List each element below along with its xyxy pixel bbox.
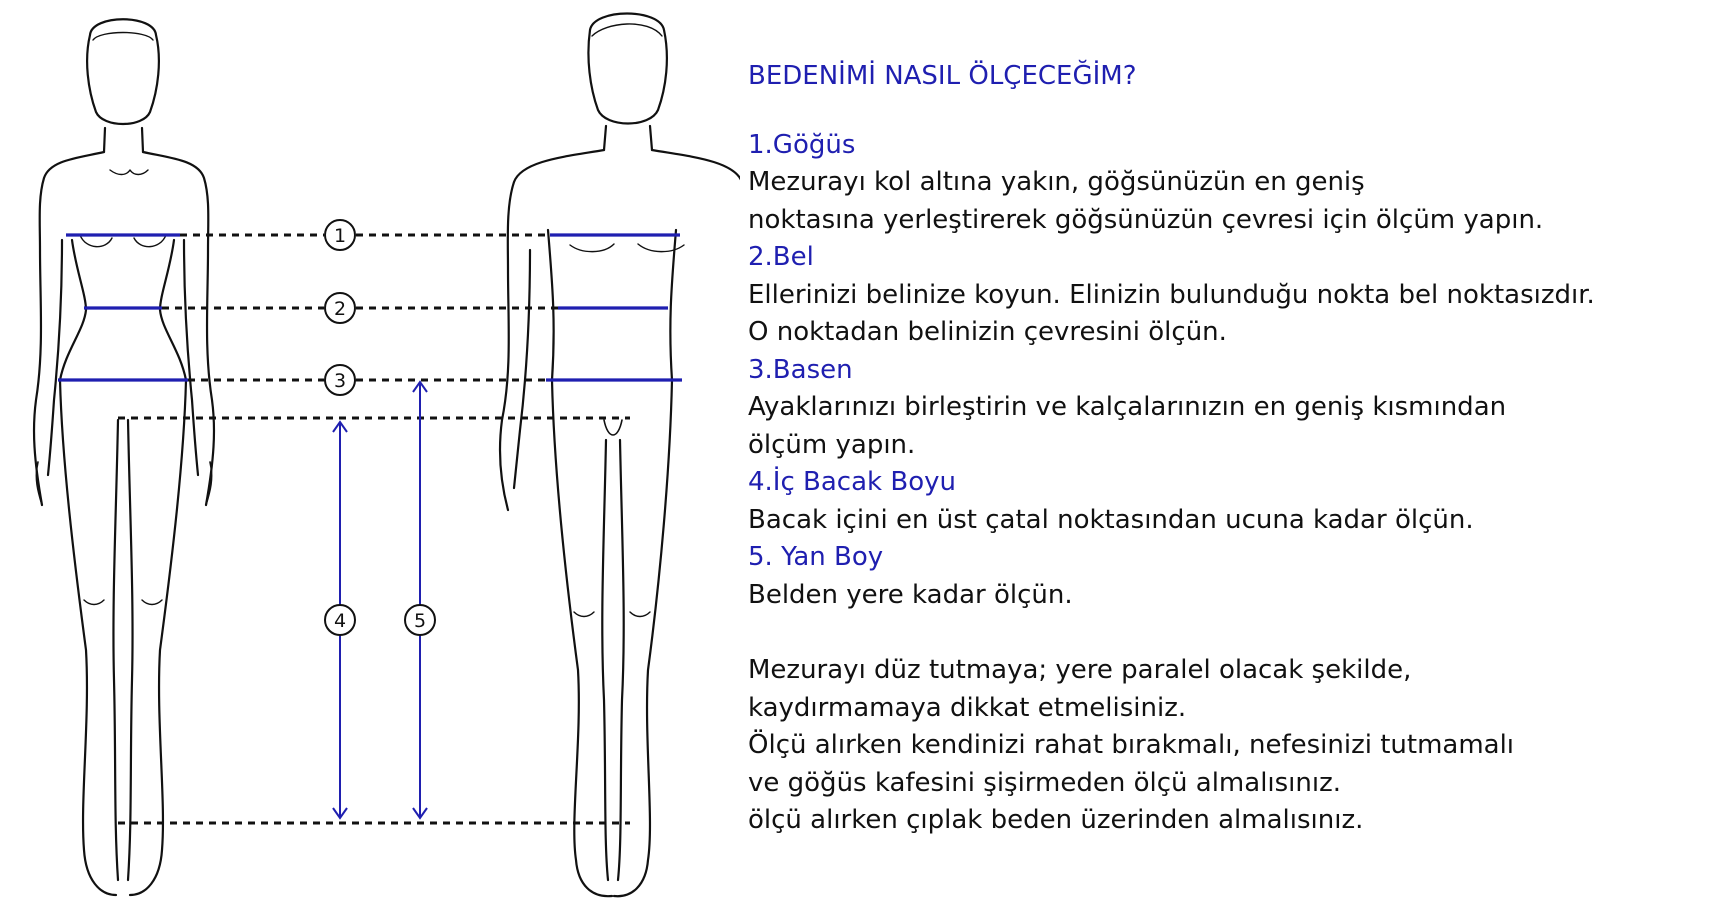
section-heading: 1.Göğüs (748, 129, 856, 160)
section-line: Belden yere kadar ölçün. (748, 579, 1073, 610)
marker-1: 1 (333, 225, 347, 247)
measurement-arrows (333, 382, 427, 818)
section-chest (748, 127, 1708, 240)
markers (325, 220, 435, 635)
instructions-panel (748, 58, 1708, 840)
marker-4: 4 (333, 610, 347, 632)
section-side-length (748, 539, 1708, 614)
section-line: Mezurayı kol altına yakın, göğsünüzün en geniş (748, 167, 1365, 197)
note-line: Ölçü alırken kendinizi rahat bırakmalı, nefesinizi tutmamalı (748, 730, 1515, 760)
section-line: O noktadan belinizin çevresini ölçün. (748, 317, 1227, 347)
section-inseam (748, 464, 1708, 539)
marker-5: 5 (413, 610, 427, 632)
page-title: BEDENİMİ NASIL ÖLÇECEĞİM? (748, 61, 1137, 91)
section-heading: 2.Bel (748, 242, 814, 272)
section-heading: 5. Yan Boy (748, 542, 884, 572)
section-line: Ayaklarınızı birleştirin ve kalçalarınızın en geniş kısmından (748, 392, 1507, 422)
section-waist (748, 239, 1708, 352)
section-heading: 4.İç Bacak Boyu (748, 467, 956, 497)
note-line: ölçü alırken çıplak beden üzerinden almalısınız. (748, 805, 1364, 835)
note-line: Mezurayı düz tutmaya; yere paralel olacak şekilde, (748, 655, 1412, 685)
female-body-outline (34, 19, 214, 895)
section-heading: 3.Basen (748, 354, 853, 385)
notes (748, 652, 1708, 840)
male-body-outline (500, 14, 740, 897)
marker-2: 2 (333, 298, 347, 320)
section-line: noktasına yerleştirerek göğsünüzün çevresi için ölçüm yapın. (748, 204, 1544, 235)
note-line: kaydırmamaya dikkat etmelisiniz. (748, 692, 1187, 723)
section-line: Ellerinizi belinize koyun. Elinizin bulunduğu nokta bel noktasızdır. (748, 279, 1595, 310)
section-hip (748, 352, 1708, 465)
section-line: Bacak içini en üst çatal noktasından ucuna kadar ölçün. (748, 504, 1474, 535)
measurement-figure (0, 0, 740, 907)
section-line: ölçüm yapın. (748, 429, 916, 460)
note-line: ve göğüs kafesini şişirmeden ölçü almalısınız. (748, 767, 1342, 798)
marker-3: 3 (333, 370, 347, 392)
